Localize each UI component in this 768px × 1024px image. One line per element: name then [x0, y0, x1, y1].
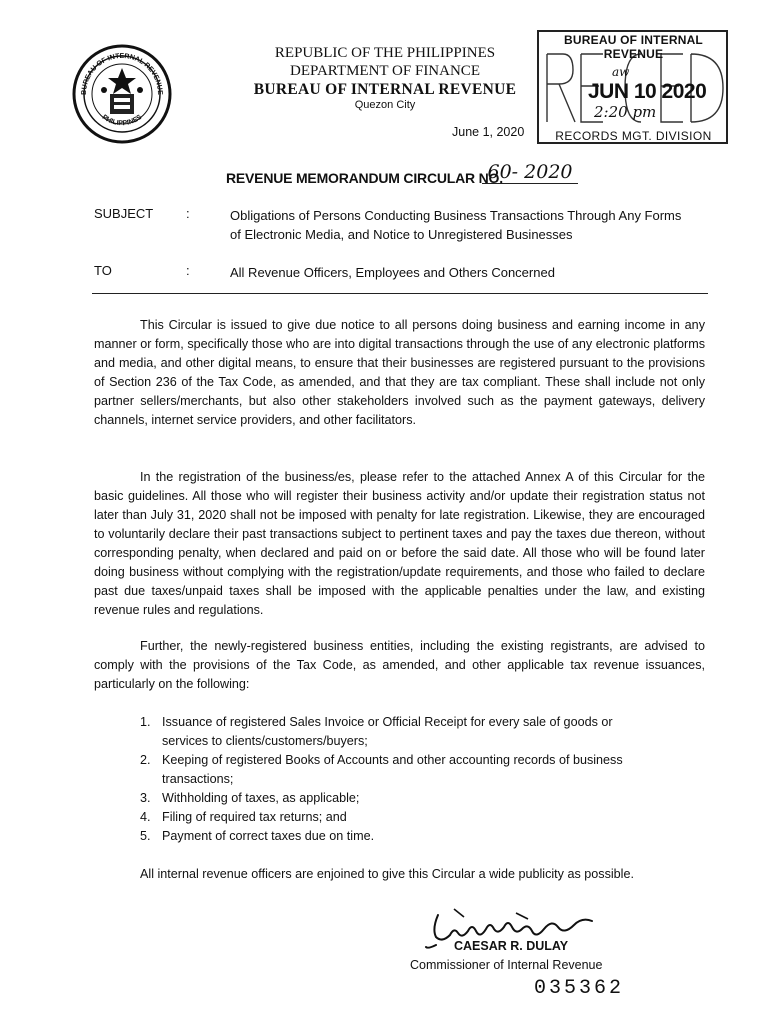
header-divider	[92, 293, 708, 294]
list-item-text: Keeping of registered Books of Accounts and other accounting records of business transactions;	[162, 753, 623, 786]
obligations-list	[140, 713, 660, 846]
to-colon: :	[186, 263, 190, 278]
header-department: DEPARTMENT OF FINANCE	[290, 63, 480, 79]
memo-circular-label: REVENUE MEMORANDUM CIRCULAR NO.	[226, 170, 503, 186]
list-item-text: Filing of required tax returns; and	[162, 810, 347, 824]
list-item-text: Issuance of registered Sales Invoice or Official Receipt for every sale of goods or services to clients/customers/buyers;	[162, 715, 613, 748]
list-item-number: 1.	[140, 715, 151, 729]
seal-text-bottom: PHILIPPINES	[100, 113, 144, 128]
to-recipients: All Revenue Officers, Employees and Others Concerned	[230, 265, 555, 280]
list-item-number: 5.	[140, 829, 151, 843]
stamp-received-date: JUN 10 2020	[588, 80, 707, 103]
header-republic: REPUBLIC OF THE PHILIPPINES	[274, 45, 496, 61]
list-item	[140, 713, 660, 751]
list-item-number: 3.	[140, 791, 151, 805]
header-bureau: BUREAU OF INTERNAL REVENUE	[253, 81, 517, 98]
list-item	[140, 751, 660, 789]
list-item	[140, 827, 660, 846]
document-serial-number: 035362	[534, 977, 625, 1000]
stamp-initials: aw	[612, 65, 630, 79]
memo-circular-number: 60- 2020	[482, 161, 578, 184]
subject-colon: :	[186, 206, 190, 221]
stamp-division-label: RECORDS MGT. DIVISION	[555, 129, 712, 143]
subject-line-1: Obligations of Persons Conducting Business Transactions Through Any Forms	[230, 208, 682, 223]
signatory-title: Commissioner of Internal Revenue	[410, 958, 603, 972]
header-city: Quezon City	[354, 99, 416, 111]
paragraph-2: In the registration of the business/es, please refer to the attached Annex A of this Circular for the basic guidelines. All those who will register their business activity and/or update their registration status not later than July 31, 2020 shall not be imposed with penalty for late registration. Likewise, they are encouraged to voluntarily declare their past transactions subject to pertinent taxes and pay the taxes due thereon, without corresponding penalty, when declared and paid on or before the said date. All those who will be found later doing business without complying with the registration/update requirements, and those who failed to declare past due taxes/unpaid taxes shall be imposed with the applicable penalties under the law, and existing revenue rules and regulations.	[94, 470, 705, 617]
bir-seal-logo	[72, 44, 172, 144]
list-item	[140, 808, 660, 827]
list-item-text: Withholding of taxes, as applicable;	[162, 791, 360, 805]
to-label: TO	[94, 263, 112, 278]
seal-text-top: BUREAU OF INTERNAL REVENUE	[80, 52, 164, 96]
closing-paragraph: All internal revenue officers are enjoined to give this Circular a wide publicity as possible.	[140, 867, 634, 881]
paragraph-1: This Circular is issued to give due notice to all persons doing business and earning income in any manner or form, specifically those who are into digital transactions through the use of any electronic platforms and media, and other digital means, to ensure that their businesses are registered pursuant to the provisions of Section 236 of the Tax Code, as amended, and that they are tax compliant. These shall include not only partner sellers/merchants, but also other stakeholders involved such as the payment gateways, delivery channels, internet service providers, and other facilitators.	[94, 318, 705, 427]
stamp-received-time: 2:20 pm	[594, 103, 657, 121]
signatory-name: CAESAR R. DULAY	[454, 939, 569, 953]
subject-line-2: of Electronic Media, and Notice to Unregistered Businesses	[230, 227, 573, 242]
list-item-text: Payment of correct taxes due on time.	[162, 829, 375, 843]
stamp-bureau-label: BUREAU OF INTERNAL REVENUE	[564, 33, 703, 61]
list-item-number: 4.	[140, 810, 151, 824]
document-date: June 1, 2020	[452, 125, 525, 139]
list-item	[140, 789, 660, 808]
list-item-number: 2.	[140, 753, 151, 767]
paragraph-3: Further, the newly-registered business entities, including the existing registrants, are advised to comply with the provisions of the Tax Code, as amended, and other applicable tax revenue issuances, particularly on the following:	[94, 639, 705, 691]
subject-label: SUBJECT	[94, 206, 154, 221]
subject-text	[230, 206, 710, 244]
